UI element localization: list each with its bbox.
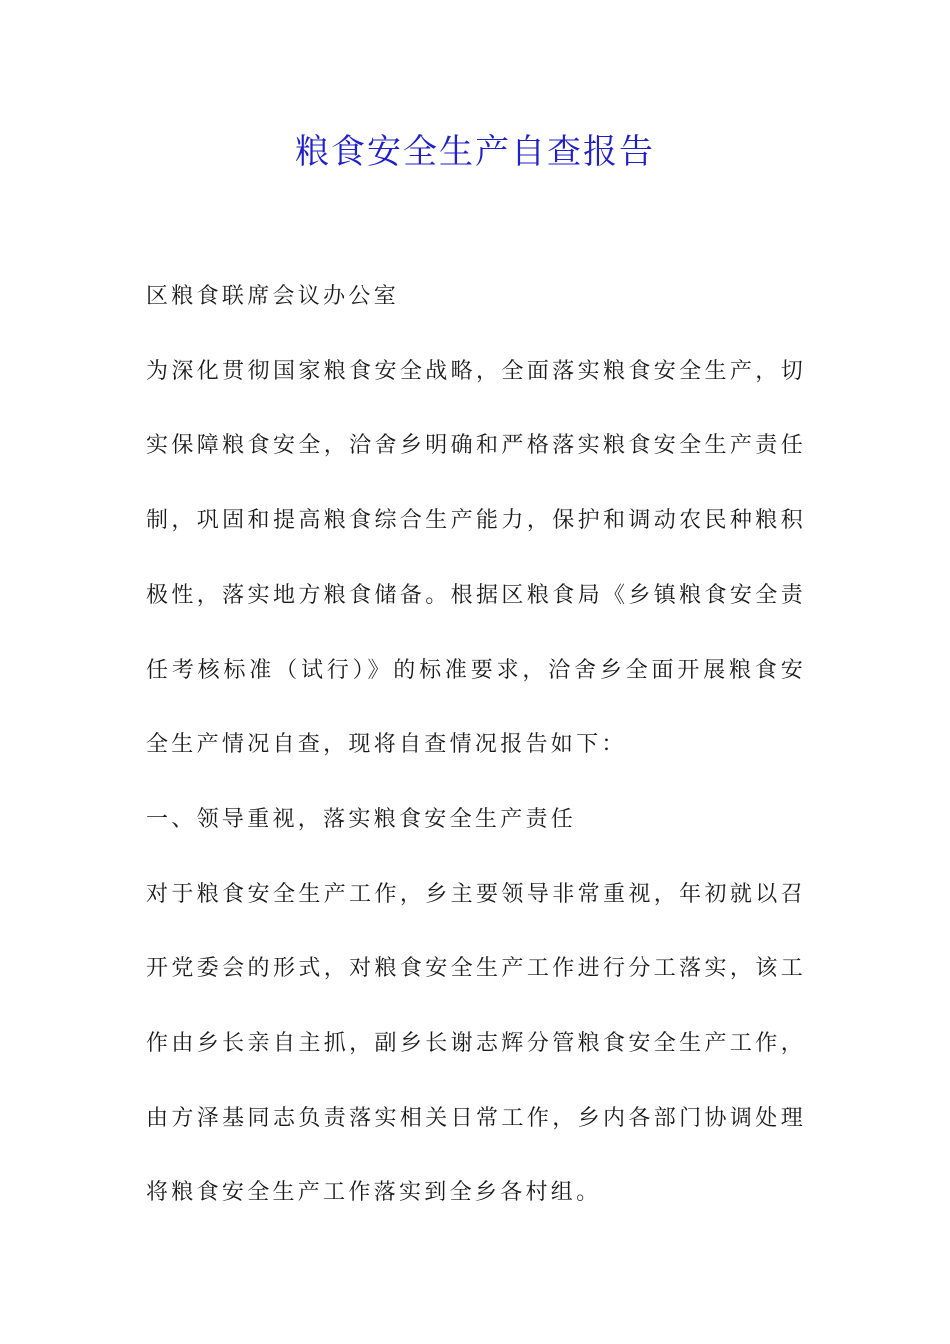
intro-paragraph: 为深化贯彻国家粮食安全战略，全面落实粮食安全生产，切实保障粮食安全，洽舍乡明确和严格落实粮食安全生产责任制，巩固和提高粮食综合生产能力，保护和调动农民种粮积极性，落实地方粮食储备。根据区粮食局《乡镇粮食安全责任考核标准（试行）》的标准要求，洽舍乡全面开展粮食安全生产情况自查，现将自查情况报告如下： [146, 358, 806, 758]
section-paragraph: 对于粮食安全生产工作，乡主要领导非常重视，年初就以召开党委会的形式，对粮食安全生产工作进行分工落实，该工作由乡长亲自主抓，副乡长谢志辉分管粮食安全生产工作，由方泽基同志负责落实相关日常工作，乡内各部门协调处理将粮食安全生产工作落实到全乡各村组。 [146, 881, 806, 1206]
addressee-line: 区粮食联席会议办公室 [146, 284, 400, 309]
document-title: 粮食安全生产自查报告 [295, 132, 655, 172]
document-body [146, 260, 806, 1231]
section-heading: 一、领导重视，落实粮食安全生产责任 [146, 806, 577, 832]
